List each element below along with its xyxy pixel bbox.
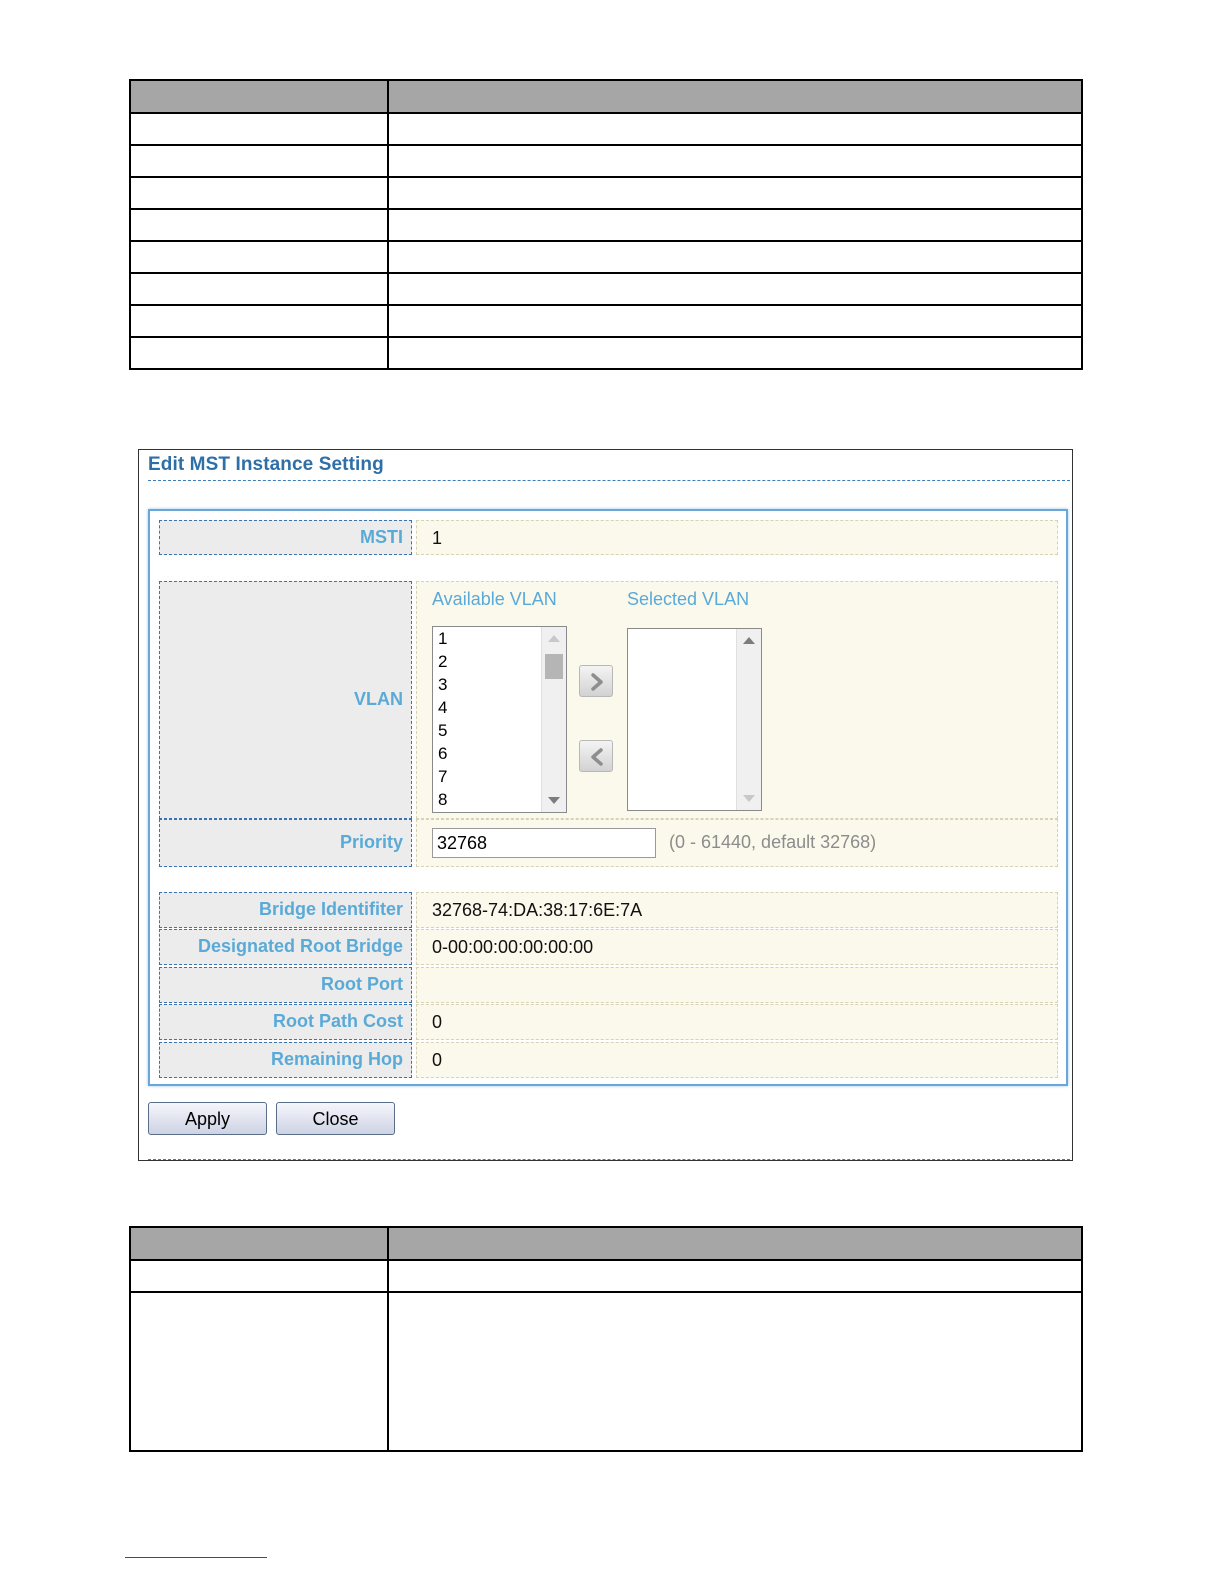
footer-link-underline — [125, 1557, 267, 1558]
available-vlan-list[interactable] — [432, 626, 567, 813]
list-item[interactable]: 8 — [438, 790, 448, 809]
root-port-label: Root Port — [159, 967, 412, 1003]
dialog-title: Edit MST Instance Setting — [148, 454, 384, 475]
table-row — [130, 305, 1082, 337]
selected-vlan-scrollbar[interactable] — [736, 629, 761, 810]
table-header-cell — [130, 80, 388, 113]
designated-root-bridge-label: Designated Root Bridge — [159, 929, 412, 965]
root-path-cost-label: Root Path Cost — [159, 1004, 412, 1040]
bridge-identifier-row — [416, 892, 1058, 928]
bridge-identifier-value: 32768-74:DA:38:17:6E:7A — [432, 900, 643, 920]
apply-button[interactable]: Apply — [148, 1102, 267, 1135]
root-port-row — [416, 967, 1058, 1003]
bottom-description-table — [129, 1226, 1083, 1452]
settings-panel — [148, 509, 1068, 1086]
table-row — [130, 177, 1082, 209]
remaining-hop-row — [416, 1042, 1058, 1078]
table-header-cell — [130, 1227, 388, 1260]
available-vlan-scrollbar[interactable] — [541, 627, 566, 812]
msti-value-row — [416, 520, 1058, 555]
table-row — [130, 145, 1082, 177]
root-path-cost-row — [416, 1004, 1058, 1040]
bottom-divider — [148, 1159, 1070, 1160]
priority-row — [416, 819, 1058, 867]
bridge-identifier-label: Bridge Identifiter — [159, 892, 412, 928]
designated-root-bridge-row — [416, 929, 1058, 965]
table-row — [130, 1292, 1082, 1451]
selected-vlan-list[interactable] — [627, 628, 762, 811]
msti-value: 1 — [432, 528, 443, 548]
list-item[interactable]: 7 — [438, 767, 448, 786]
table-header-cell — [388, 1227, 1082, 1260]
msti-label: MSTI — [159, 520, 412, 555]
list-item[interactable]: 5 — [438, 721, 448, 740]
list-item[interactable]: 6 — [438, 744, 448, 763]
designated-root-bridge-value: 0-00:00:00:00:00:00 — [432, 937, 594, 957]
table-header-cell — [388, 80, 1082, 113]
selected-vlan-heading: Selected VLAN — [627, 589, 750, 609]
table-row — [130, 113, 1082, 145]
add-vlan-button[interactable] — [579, 665, 613, 697]
remaining-hop-value: 0 — [432, 1050, 443, 1070]
list-item[interactable]: 3 — [438, 675, 448, 694]
remaining-hop-label: Remaining Hop — [159, 1042, 412, 1078]
available-vlan-heading: Available VLAN — [432, 589, 557, 609]
vlan-selector — [416, 581, 1058, 819]
scroll-up-icon[interactable] — [743, 637, 755, 644]
priority-hint: (0 - 61440, default 32768) — [669, 832, 877, 852]
table-row — [130, 209, 1082, 241]
scroll-up-icon[interactable] — [548, 635, 560, 642]
list-item[interactable]: 1 — [438, 629, 448, 648]
table-row — [130, 1260, 1082, 1292]
remove-vlan-button[interactable] — [579, 740, 613, 772]
table-row — [130, 337, 1082, 369]
list-item[interactable]: 2 — [438, 652, 448, 671]
scroll-down-icon[interactable] — [743, 795, 755, 802]
root-path-cost-value: 0 — [432, 1012, 443, 1032]
scroll-thumb[interactable] — [545, 654, 563, 679]
priority-input[interactable] — [432, 828, 656, 858]
chevron-right-icon — [589, 673, 605, 691]
priority-label: Priority — [159, 819, 412, 867]
scroll-down-icon[interactable] — [548, 797, 560, 804]
edit-mst-instance-dialog — [138, 449, 1073, 1161]
table-row — [130, 273, 1082, 305]
table-row — [130, 241, 1082, 273]
top-description-table — [129, 79, 1083, 370]
vlan-label: VLAN — [159, 581, 412, 819]
title-divider — [148, 480, 1070, 481]
list-item[interactable]: 4 — [438, 698, 448, 717]
chevron-left-icon — [589, 748, 605, 766]
close-button[interactable]: Close — [276, 1102, 395, 1135]
